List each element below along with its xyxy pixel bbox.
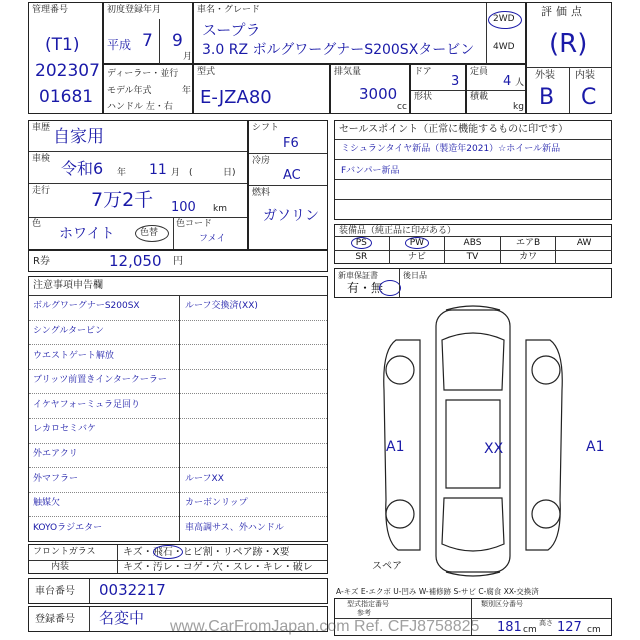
note-right-item: 車高調サス、外ハンドル: [185, 522, 284, 533]
displacement-value: 3000: [359, 85, 398, 103]
warranty-circle: [379, 280, 401, 296]
mileage-value: 7万2千: [91, 189, 154, 211]
type-box: [193, 64, 330, 114]
note-left-item: KOYOラジエター: [33, 522, 103, 533]
color-code-label: 色コード: [176, 219, 213, 229]
equipment-item-label: SR: [355, 252, 368, 262]
month-unit: 月: [183, 52, 193, 62]
note-left-item: 触媒欠: [33, 498, 61, 509]
equipment-cell: [501, 250, 557, 264]
first-reg-label: 初度登録年月: [107, 5, 162, 15]
watermark: www.CarFromJapan.com Ref. CFJ8758825: [170, 618, 480, 635]
front-bumper: [446, 306, 500, 310]
note-left-item: イケヤフォーミュラ足回り: [33, 399, 141, 410]
door-value: 3: [451, 74, 460, 89]
color-value: ホワイト: [59, 226, 115, 242]
load-label: 積載: [470, 92, 489, 102]
car-name: スープラ: [202, 21, 261, 39]
ref-label: 参考: [357, 609, 371, 617]
first-reg-box: [103, 2, 193, 64]
note-left-item: レカロセミバケ: [33, 424, 97, 435]
warranty-box: [334, 268, 612, 298]
length-value: 181: [497, 620, 522, 635]
height-value: 127: [557, 620, 582, 635]
manual-label: 後日品: [403, 271, 427, 280]
front-glass-label: フロントガラス: [33, 547, 96, 557]
shaken-year-unit: 年: [117, 168, 127, 178]
capacity-label: 定員: [470, 67, 489, 77]
equipment-cell: [334, 236, 390, 250]
grade: 3.0 RZ ボルグワーグナーS200SXタービン: [202, 42, 475, 58]
legend: A-キズ E-エクボ U-凹み W-補修跡 S-サビ C-腐食 XX-交換済: [336, 587, 539, 596]
note-right-item: ルーフ交換済(XX): [185, 301, 258, 312]
recycle-label: R券: [33, 256, 50, 267]
recycle-unit: 円: [173, 256, 183, 267]
shift-box: [248, 120, 328, 250]
mgmt-num2: 01681: [39, 87, 94, 107]
height-unit: cm: [587, 625, 601, 635]
car-right-side: [526, 340, 562, 550]
exterior-label: 外装: [535, 70, 555, 81]
right-rear-wheel: [532, 500, 560, 528]
spec-label1: 型式指定番号: [347, 600, 389, 608]
note-right-item: ルーフXX: [185, 473, 224, 484]
equipment-cell: [445, 236, 501, 250]
door-box: [410, 64, 466, 114]
capacity-box: [466, 64, 526, 114]
shape-label: 形状: [414, 92, 433, 102]
note-left-item: 外マフラー: [33, 473, 79, 484]
car-hood: [442, 333, 504, 390]
ac-label: 冷房: [252, 156, 271, 166]
equipment-title: 装備品（純正品に印がある）: [339, 226, 457, 236]
height-label: 高さ: [539, 619, 553, 627]
mileage-label: 走行: [32, 186, 51, 196]
equipment-item-label: エアB: [516, 238, 541, 248]
warranty-value: 有・無: [347, 281, 384, 295]
sales-title: セールスポイント（正常に機能するものに印です）: [339, 124, 569, 135]
displacement-label: 排気量: [334, 67, 362, 77]
mgmt-t: (T1): [45, 35, 80, 55]
fuel-value: ガソリン: [263, 208, 319, 224]
model-year-label: モデル年式: [107, 86, 152, 96]
usage-value: 自家用: [53, 127, 104, 147]
type-value: E-JZA80: [200, 87, 272, 108]
equipment-item-label: PW: [405, 237, 429, 249]
car-no-box: [28, 578, 328, 604]
load-unit: kg: [513, 102, 524, 112]
reg-no-value: 名変中: [99, 609, 145, 627]
note-left-item: シングルタービン: [33, 325, 104, 336]
car-name-box: [193, 2, 526, 64]
equipment-cell: [501, 236, 557, 250]
drive-2wd: 2WD: [493, 14, 515, 24]
shaken-label: 車検: [32, 154, 51, 164]
interior-cond-label: 内装: [51, 562, 70, 572]
eval-box: [526, 2, 612, 114]
exterior-value: B: [539, 85, 555, 110]
fuel-label: 燃料: [252, 188, 271, 198]
capacity-unit: 人: [515, 78, 525, 88]
capacity-value: 4: [503, 74, 512, 89]
mgmt-num1: 202307: [35, 61, 100, 81]
type-label: 型式: [197, 67, 216, 77]
car-no-value: 0032217: [99, 581, 166, 599]
sales-points-box: [334, 120, 612, 220]
equipment-cell: [390, 236, 446, 250]
equipment-item-label: PS: [351, 237, 372, 249]
eval-score: (R): [549, 29, 588, 59]
mileage-unit: km: [213, 204, 227, 214]
sales-line2: Fバンパー新品: [341, 166, 400, 176]
equipment-cell: [445, 250, 501, 264]
right-front-wheel: [532, 356, 560, 384]
equipment-cell: [390, 250, 446, 264]
interior-cond-value: キズ・汚レ・コゲ・穴・スレ・キレ・破レ: [123, 562, 313, 573]
equipment-item-label: ナビ: [407, 252, 426, 262]
note-left-item: 外エアクリ: [33, 448, 78, 459]
color-change: 色替: [140, 228, 159, 238]
note-left-item: ウエストゲート解放: [33, 350, 114, 361]
door-label: ドア: [414, 67, 432, 77]
recycle-value: 12,050: [109, 252, 162, 270]
front-glass-value: キズ・飛石・ヒビ割・リペア跡・X要: [123, 547, 290, 558]
usage-label: 車歴: [32, 123, 51, 133]
color-code-value: フメイ: [199, 234, 226, 244]
equipment-cell: [556, 236, 612, 250]
condition-box: [28, 544, 328, 574]
equipment-item-label: TV: [466, 252, 479, 262]
car-no-label: 車台番号: [35, 586, 75, 597]
color-label: 色: [32, 219, 42, 229]
drive-4wd: 4WD: [493, 42, 515, 52]
ac-value: AC: [283, 168, 301, 183]
warranty-label: 新車保証書: [338, 271, 378, 280]
mgmt-label: 管理番号: [32, 5, 69, 15]
note-right-item: カーボンリップ: [185, 498, 248, 509]
note-left-item: ブリッツ前置きインタークーラー: [33, 375, 167, 386]
equipment-cell: [334, 250, 390, 264]
note-left-item: ボルグワーグナーS200SX: [33, 301, 140, 312]
displacement-box: [330, 64, 410, 114]
shaken-day: (: [189, 168, 193, 178]
displacement-unit: cc: [397, 102, 407, 112]
mileage-sub: 100: [171, 200, 196, 215]
equipment-grid: [334, 236, 612, 266]
vehicle-info-box: [28, 120, 248, 250]
mgmt-box: [28, 2, 103, 114]
notes-box: [28, 276, 328, 542]
reg-no-label: 登録番号: [35, 614, 75, 625]
shaken-month: 11: [149, 162, 167, 178]
front-glass-circle: [153, 545, 183, 559]
spec-label2: 類別区分番号: [481, 600, 523, 608]
left-rear-wheel: [386, 500, 414, 528]
recycle-box: [28, 250, 328, 272]
dealer-box: [103, 64, 193, 114]
mark-left: A1: [386, 439, 405, 455]
dealer-label: ディーラー・並行: [107, 69, 179, 79]
length-unit: cm: [523, 625, 537, 635]
spare-label: スペア: [372, 561, 402, 572]
mark-center: XX: [484, 441, 504, 457]
interior-value: C: [581, 85, 597, 110]
car-trunk: [442, 498, 504, 551]
sales-line1: ミシュランタイヤ新品（製造年2021）☆ホイール新品: [341, 144, 561, 154]
month: 9: [172, 31, 183, 51]
year: 7: [142, 31, 153, 51]
equipment-item-label: ABS: [463, 238, 482, 248]
equipment-item-label: カワ: [519, 252, 538, 262]
mark-right: A1: [586, 439, 605, 455]
handle-label: ハンドル 左・右: [107, 102, 173, 112]
car-name-label: 車名・グレード: [197, 5, 261, 15]
shaken-day-unit: 日): [223, 168, 236, 178]
car-diagram: [334, 300, 612, 582]
shaken-month-unit: 月: [171, 168, 181, 178]
shaken-value: 令和6: [61, 159, 104, 178]
shift-label: シフト: [252, 123, 280, 133]
left-front-wheel: [386, 356, 414, 384]
model-year-unit: 年: [182, 86, 192, 96]
shift-value: F6: [283, 136, 299, 151]
equipment-cell: [556, 250, 612, 264]
era: 平成: [107, 38, 132, 52]
interior-label: 内装: [575, 70, 595, 81]
notes-title: 注意事項申告欄: [33, 280, 103, 291]
car-diagram-svg: [334, 300, 612, 582]
eval-label: 評価点: [541, 5, 586, 18]
equipment-item-label: AW: [576, 238, 592, 248]
